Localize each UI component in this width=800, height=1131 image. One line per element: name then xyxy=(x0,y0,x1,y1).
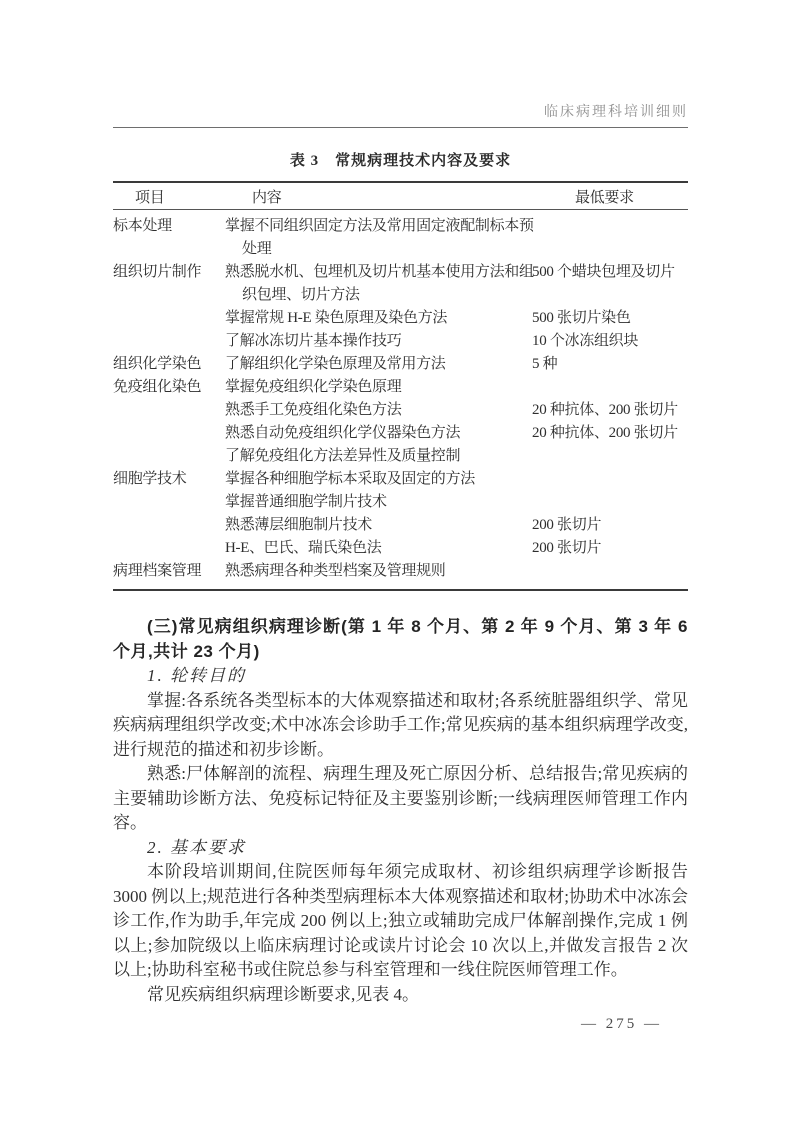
cell-item: 组织化学染色 xyxy=(113,356,202,372)
cell-content: 熟悉薄层细胞制片技术 xyxy=(225,517,373,533)
cell-item: 免疫组化染色 xyxy=(113,379,202,395)
cell-item: 标本处理 xyxy=(113,218,172,234)
section-heading: (三)常见病组织病理诊断(第 1 年 8 个月、第 2 年 9 个月、第 3 年 6 个月,共计 23 个月) xyxy=(113,617,688,661)
subsection-title-2: 2. 基本要求 xyxy=(147,837,246,857)
cell-min: 5 种 xyxy=(532,356,558,372)
paragraph-familiarity: 熟悉:尸体解剖的流程、病理生理及死亡原因分析、总结报告;常见疾病的主要辅助诊断方法、免疫标记特征及主要鉴别诊断;一线病理医师管理工作内容。 xyxy=(113,764,688,832)
cell-content: 掌握免疫组织化学染色原理 xyxy=(225,379,402,395)
cell-content: 了解组织化学染色原理及常用方法 xyxy=(225,356,446,372)
table-row xyxy=(113,491,688,514)
cell-item: 组织切片制作 xyxy=(113,264,202,280)
table-row xyxy=(113,399,688,422)
cell-item: 细胞学技术 xyxy=(113,471,187,487)
running-head-rule xyxy=(113,127,688,128)
paragraph-mastery: 掌握:各系统各类型标本的大体观察描述和取材;各系统脏器组织学、常见疾病病理组织学改变;术中冰冻会诊助手工作;常见疾病的基本组织病理学改变,进行规范的描述和初步诊断。 xyxy=(113,690,688,759)
table-row xyxy=(113,376,688,399)
cell-min: 500 张切片染色 xyxy=(532,310,631,326)
table-row xyxy=(113,560,688,583)
table-header-content: 内容 xyxy=(252,189,282,206)
cell-content: 了解免疫组化方法差异性及质量控制 xyxy=(225,448,461,464)
paragraph-see-table4: 常见疾病组织病理诊断要求,见表 4。 xyxy=(147,984,419,1004)
table-row xyxy=(113,422,688,445)
paragraph-basic-requirements: 本阶段培训期间,住院医师每年须完成取材、初诊组织病理学诊断报告 3000 例以上;规范进行各种类型病理标本大体观察描述和取材;协助术中冰冻会诊工作,作为助手,年完成 200 例以上;独立或辅助完成尸体解剖操作,完成 1 例以上;参加院级以上临床病理讨论或读片讨论会 10 次以上,并做发言报告 2 次以上;协助科室秘书或住院总参与科室管理和一线住院医师管理工作。 xyxy=(113,862,688,979)
cell-content: 掌握不同组织固定方法及常用固定液配制标本预 处理 xyxy=(225,218,534,257)
table-title: 表 3 常规病理技术内容及要求 xyxy=(289,153,512,169)
body-text xyxy=(113,615,688,1007)
cell-min: 200 张切片 xyxy=(532,517,602,533)
cell-min: 10 个冰冻组织块 xyxy=(532,333,639,349)
cell-content: 熟悉脱水机、包埋机及切片机基本使用方法和组 织包埋、切片方法 xyxy=(225,264,534,303)
cell-content: 熟悉病理各种类型档案及管理规则 xyxy=(225,563,446,579)
cell-min: 200 张切片 xyxy=(532,540,602,556)
table-row xyxy=(113,514,688,537)
table-row xyxy=(113,330,688,353)
cell-content: 熟悉手工免疫组化染色方法 xyxy=(225,402,402,418)
cell-content: H-E、巴氏、瑞氏染色法 xyxy=(225,540,382,556)
cell-min: 20 种抗体、200 张切片 xyxy=(532,425,678,441)
cell-min: 20 种抗体、200 张切片 xyxy=(532,402,678,418)
table-row xyxy=(113,307,688,330)
cell-content: 掌握常规 H-E 染色原理及染色方法 xyxy=(225,310,448,326)
cell-item: 病理档案管理 xyxy=(113,563,202,579)
table-row xyxy=(113,215,688,261)
table-row xyxy=(113,261,688,307)
table-row xyxy=(113,537,688,560)
cell-content: 掌握各种细胞学标本采取及固定的方法 xyxy=(225,471,475,487)
cell-content: 熟悉自动免疫组织化学仪器染色方法 xyxy=(225,425,461,441)
requirements-table xyxy=(113,181,688,591)
table-header-min: 最低要求 xyxy=(575,189,634,206)
cell-min: 500 个蜡块包埋及切片 xyxy=(532,264,675,280)
page-number: — 275 — xyxy=(581,1016,662,1032)
cell-content: 掌握普通细胞学制片技术 xyxy=(225,494,387,510)
cell-content: 了解冰冻切片基本操作技巧 xyxy=(225,333,402,349)
subsection-title-1: 1. 轮转目的 xyxy=(147,666,246,685)
table-body xyxy=(113,210,688,589)
table-row xyxy=(113,353,688,376)
page-content xyxy=(113,0,688,1033)
running-head: 临床病理科培训细则 xyxy=(544,105,688,120)
table-row xyxy=(113,468,688,491)
table-row xyxy=(113,445,688,468)
table-header-item: 项目 xyxy=(135,189,165,206)
table-header-row xyxy=(113,183,688,210)
